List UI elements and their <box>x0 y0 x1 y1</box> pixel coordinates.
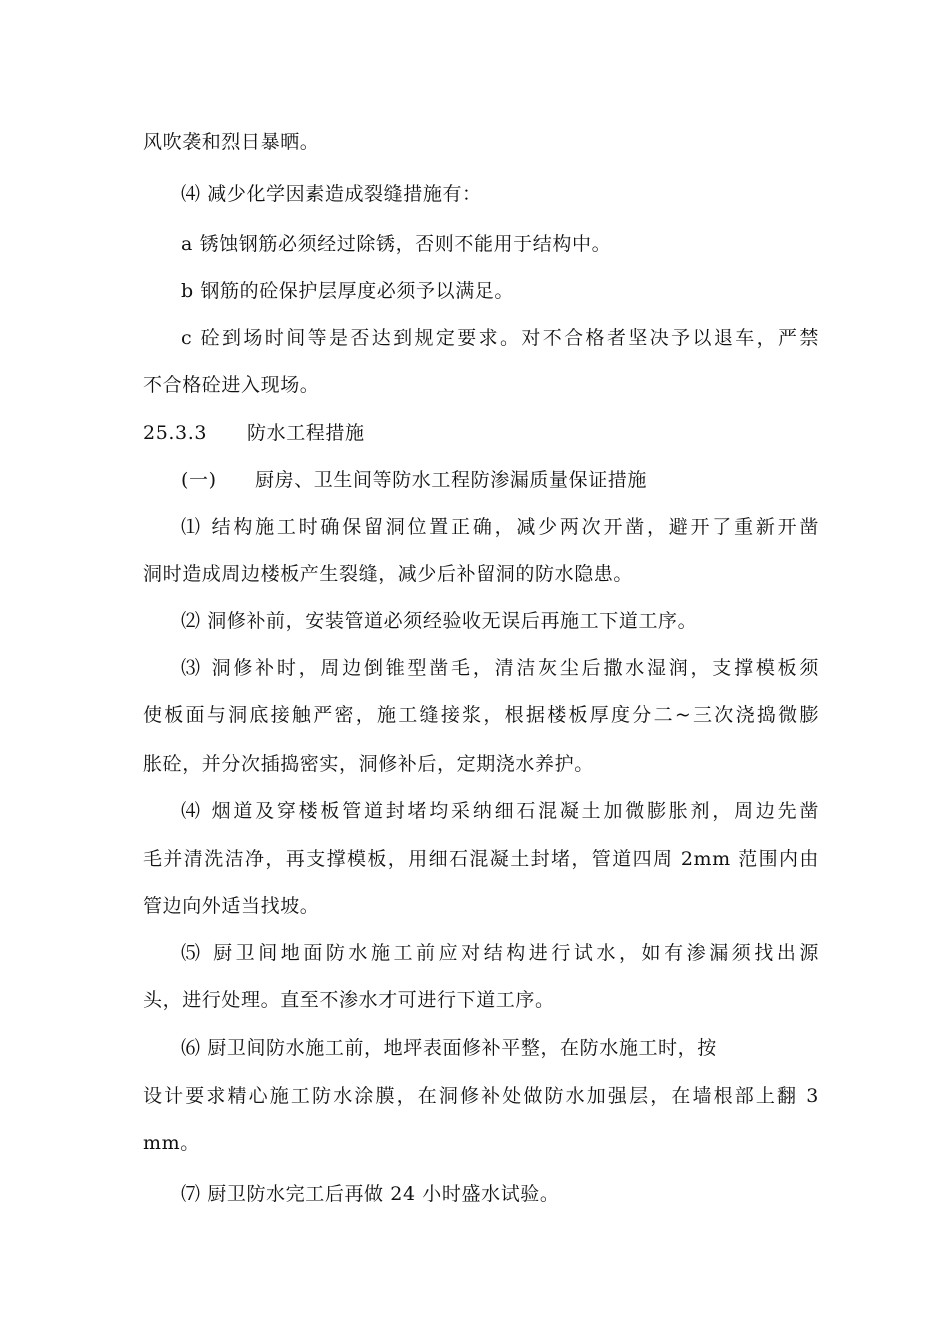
list-item: ⑹ 厨卫间防水施工前，地坪表面修补平整，在防水施工时，按 <box>181 1037 717 1059</box>
list-item: ⑵ 洞修补前，安装管道必须经验收无误后再施工下道工序。 <box>181 610 698 632</box>
list-item: ⑷ 减少化学因素造成裂缝措施有： <box>181 183 482 205</box>
list-item: ⑺ 厨卫防水完工后再做 24 小时盛水试验。 <box>181 1183 560 1205</box>
list-item: ⑸ 厨卫间地面防水施工前应对结构进行试水，如有渗漏须找出源 <box>181 942 819 964</box>
paragraph-line: mm。 <box>143 1132 200 1154</box>
list-item: c 砼到场时间等是否达到规定要求。对不合格者坚决予以退车，严禁 <box>181 327 819 349</box>
list-item: b 钢筋的砼保护层厚度必须予以满足。 <box>181 280 515 302</box>
list-item: ⑴ 结构施工时确保留洞位置正确，减少两次开凿，避开了重新开凿 <box>181 516 819 538</box>
list-item: a 锈蚀钢筋必须经过除锈，否则不能用于结构中。 <box>181 233 612 255</box>
section-heading <box>143 419 365 447</box>
paragraph-line: 毛并清洗洁净，再支撑模板，用细石混凝土封堵，管道四周 2mm 范围内由 <box>143 848 819 870</box>
subsection-heading <box>181 466 647 494</box>
paragraph-line: 胀砼，并分次插捣密实，洞修补后，定期浇水养护。 <box>143 753 594 775</box>
list-item: ⑶ 洞修补时，周边倒锥型凿毛，清洁灰尘后撒水湿润，支撑模板须 <box>181 657 819 679</box>
paragraph-line: 头，进行处理。直至不渗水才可进行下道工序。 <box>143 989 555 1011</box>
section-number: 25.3.3 <box>143 422 208 444</box>
paragraph-line: 不合格砼进入现场。 <box>143 374 320 396</box>
paragraph-line: 洞时造成周边楼板产生裂缝，减少后补留洞的防水隐患。 <box>143 563 634 585</box>
list-item: ⑷ 烟道及穿楼板管道封堵均采纳细石混凝土加微膨胀剂，周边先凿 <box>181 800 819 822</box>
section-title: 防水工程措施 <box>247 422 365 444</box>
paragraph-line: 使板面与洞底接触严密，施工缝接浆，根据楼板厚度分二~三次浇捣微膨 <box>143 704 819 726</box>
subsection-number: (一) <box>181 469 217 491</box>
subsection-title: 厨房、卫生间等防水工程防渗漏质量保证措施 <box>255 469 648 491</box>
paragraph-line: 设计要求精心施工防水涂膜，在洞修补处做防水加强层，在墙根部上翻 3 <box>143 1085 819 1107</box>
paragraph-line: 管边向外适当找坡。 <box>143 895 320 917</box>
paragraph-line: 风吹袭和烈日暴晒。 <box>143 131 320 153</box>
